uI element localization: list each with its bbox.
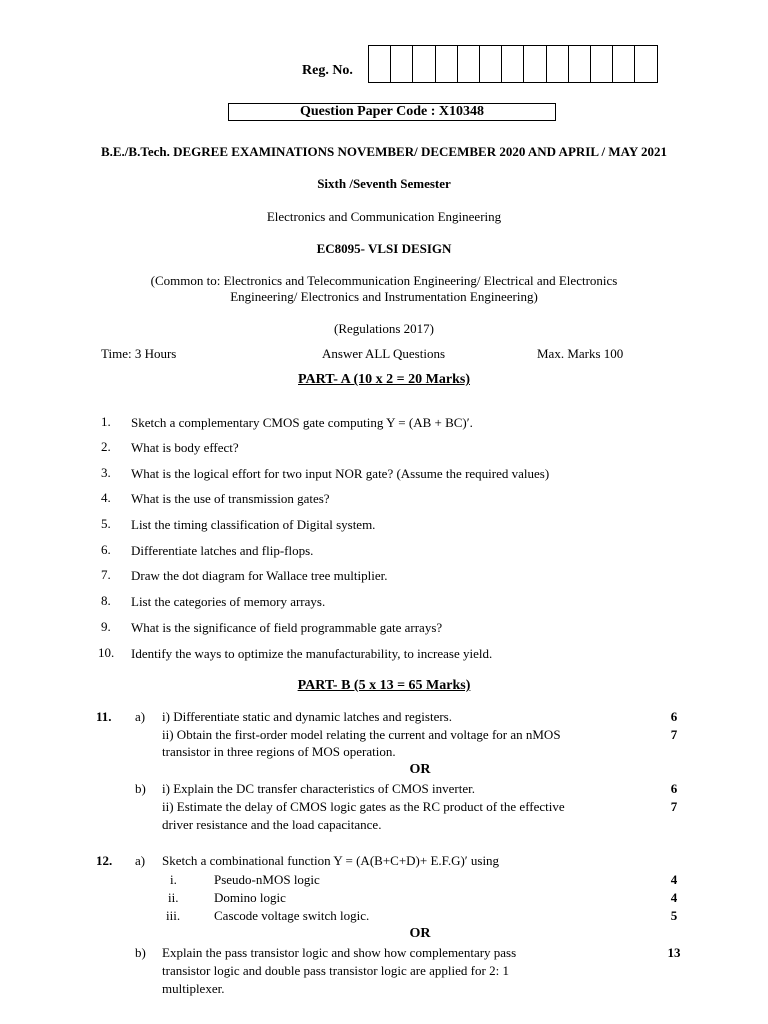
reg-no-box [613,46,635,82]
subquestion-label: b) [135,945,146,960]
question-number: 8. [101,593,111,608]
question-number: 12. [96,853,113,868]
question-number: 10. [98,645,115,660]
reg-no-box [502,46,524,82]
reg-no-box [635,46,657,82]
common-to-line-2: Engineering/ Electronics and Instrumentation Engineering) [230,289,538,304]
reg-no-box [547,46,569,82]
part-b-title: PART- B (5 x 13 = 65 Marks) [297,678,471,693]
subquestion-label: a) [135,709,146,724]
item-text: Cascode voltage switch logic. [214,908,370,923]
question-text: Sketch a complementary CMOS gate computing Y = (AB + BC)′. [131,415,473,430]
reg-no-box [524,46,546,82]
reg-no-box [569,46,591,82]
marks: 7 [670,727,678,742]
question-text: List the categories of memory arrays. [131,594,326,609]
question-text: What is the significance of field programmable gate arrays? [131,620,443,635]
question-number: 6. [101,542,111,557]
question-text: ii) Estimate the delay of CMOS logic gates as the RC product of the effective [162,799,565,814]
question-number: 7. [101,567,111,582]
common-to-line-1: (Common to: Electronics and Telecommunication Engineering/ Electrical and Electronics [150,273,618,288]
semester: Sixth /Seventh Semester [317,176,451,191]
branch: Electronics and Communication Engineering [266,209,502,224]
exam-instruction: Answer ALL Questions [322,346,446,361]
marks: 4 [670,890,678,905]
item-text: Domino logic [214,890,286,905]
question-number: 3. [101,465,111,480]
question-text: i) Differentiate static and dynamic latches and registers. [162,709,452,724]
or-separator: OR [409,926,431,941]
question-text: What is the logical effort for two input NOR gate? (Assume the required values) [131,466,550,481]
regulations: (Regulations 2017) [333,321,434,336]
item-number: ii. [168,890,179,905]
reg-no-box [591,46,613,82]
question-text: What is the use of transmission gates? [131,491,330,506]
item-number: iii. [166,908,181,923]
question-number: 11. [96,709,112,724]
question-text: Identify the ways to optimize the manufacturability, to increase yield. [131,646,493,661]
marks: 6 [670,781,678,796]
reg-no-box [391,46,413,82]
question-number: 1. [101,414,111,429]
question-text: driver resistance and the load capacitance. [162,817,382,832]
question-text: transistor logic and double pass transistor logic are applied for 2: 1 [162,963,509,978]
exam-title: B.E./B.Tech. DEGREE EXAMINATIONS NOVEMBER/ DECEMBER 2020 AND APRIL / MAY 2021 [100,144,668,159]
question-number: 9. [101,619,111,634]
question-text: transistor in three regions of MOS operation. [162,744,396,759]
question-text: ii) Obtain the first-order model relating the current and voltage for an nMOS [162,727,561,742]
max-marks: Max. Marks 100 [537,346,624,361]
subject-title: EC8095- VLSI DESIGN [316,241,452,256]
question-text: Differentiate latches and flip-flops. [131,543,314,558]
marks: 7 [670,799,678,814]
marks: 6 [670,709,678,724]
question-number: 5. [101,516,111,531]
reg-no-box [480,46,502,82]
reg-no-box [436,46,458,82]
item-number: i. [170,872,177,887]
marks: 13 [667,945,681,960]
exam-time: Time: 3 Hours [101,346,177,361]
question-text: Draw the dot diagram for Wallace tree multiplier. [131,568,388,583]
question-text: Sketch a combinational function Y = (A(B+C+D)+ E.F.G)′ using [162,853,500,868]
question-text: What is body effect? [131,440,239,455]
marks: 4 [670,872,678,887]
question-text: List the timing classification of Digital system. [131,517,376,532]
reg-no-label: Reg. No. [302,63,353,78]
reg-no-box [413,46,435,82]
reg-no-boxes [368,45,658,83]
part-a-title: PART- A (10 x 2 = 20 Marks) [298,372,470,387]
reg-no-box [458,46,480,82]
item-text: Pseudo-nMOS logic [214,872,320,887]
or-separator: OR [409,762,431,777]
question-text: Explain the pass transistor logic and show how complementary pass [162,945,517,960]
subquestion-label: a) [135,853,146,868]
reg-no-box [369,46,391,82]
question-text: multiplexer. [162,981,225,996]
subquestion-label: b) [135,781,146,796]
question-paper-code: Question Paper Code : X10348 [228,103,556,121]
question-number: 2. [101,439,111,454]
question-number: 4. [101,490,111,505]
question-text: i) Explain the DC transfer characteristics of CMOS inverter. [162,781,475,796]
marks: 5 [670,908,678,923]
